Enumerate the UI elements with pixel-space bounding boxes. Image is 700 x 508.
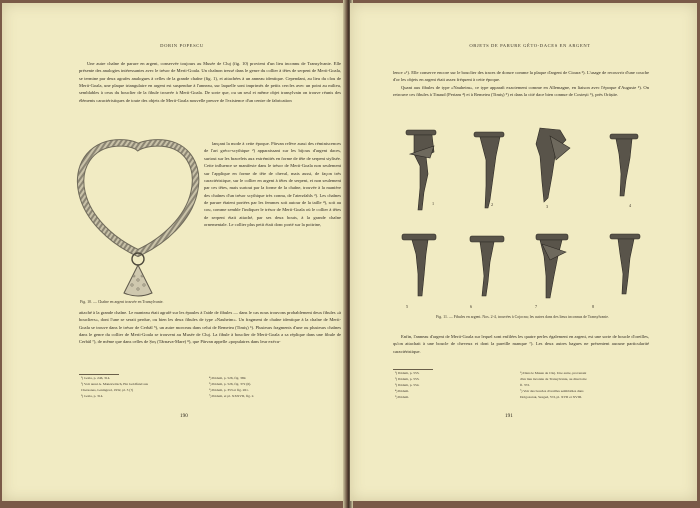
footnote: Dolgozatok, Szeged, VII, pl. XVII et XVIII. <box>520 394 583 399</box>
body-text-top <box>79 60 341 104</box>
body-text-bottom <box>393 333 649 355</box>
left-page <box>2 3 346 501</box>
running-head: OBJETS DE PARURE GÉTO-DACES EN ARGENT <box>469 43 591 48</box>
footnote: ²) Ibidem, p. 553. <box>395 376 420 381</box>
figure-number: 3 <box>546 204 549 209</box>
figure-caption: Fig. 10. — Chaîne en argent trouvée en Transylvanie. <box>80 300 164 304</box>
footnotes-col2 <box>520 371 650 401</box>
paragraph: lence »¹). Elle conserve encore sur le bouclier des traces de dorure comme la plaque d'argent de Cioara ²). L'usage de recouvrir d'une couche d'or les objets en argent était assez fréquent à cette époque. <box>393 70 649 83</box>
fibulae-figure <box>390 126 650 304</box>
body-text-bottom <box>79 309 341 346</box>
fibula-3 <box>536 128 570 202</box>
footnotes-col2 <box>209 376 341 400</box>
paragraph: lançant la mode à cette époque. Pârvan relève aussi des réminiscences de l'art gréco-scythique ²) apparaissant sur les bijoux d'argent daces, surtout sur les bracelets aux extrémités en forme de tête de serpent stylisée. Cette influence se manifeste dans le trésor de Merii-Goala non seulement sur l'applique en forme de tête de cheval, mais aussi, de façon très caractéristique, sur le collier en argent à têtes de serpent, et non seulement par ces têtes, mais surtout par la forme de la chaîne, trouvée à la manière des chaînes d'un trésor scythique très connu, de l'aterzfahls ³). Les chaînes de parure étaient portées par les femmes soit autour de la taille ⁴), soit au cou, comme semble l'indiquer le trésor de Merii-Goala où le collier à têtes de serpent était attaché, par ses deux bouts, à la grande chaîne ornementale. Le collier plus petit était donc porté sur la poitrine, <box>204 141 341 228</box>
footnote: fl. 372. <box>520 382 531 387</box>
footnote: ⁷) Voir des boucles d'oreilles semblables dans <box>520 388 584 393</box>
footnote: ¹) Gotia, p. 246, 314. <box>81 376 111 380</box>
figure-number: 7 <box>535 304 538 309</box>
figure-number: 6 <box>470 304 473 309</box>
footnote: ⁵) Ibidem. <box>395 394 410 399</box>
figure-number: 4 <box>629 203 632 208</box>
running-head: DORIN POPESCU <box>160 43 204 48</box>
fibula-6 <box>470 236 504 296</box>
figure-number: 8 <box>592 304 595 309</box>
footnote: ²) Voir aussi A. Manzewitsch, Ein Goldfund aus <box>81 381 148 386</box>
footnotes-col1 <box>81 376 199 400</box>
figure-number: 1 <box>432 201 435 206</box>
paragraph: attaché à la grande chaîne. Le manteau était agrafé sur les épaules à l'aide de fibules — dans le cas nous trouvons probablement deux fibules «à boucliers», dont l'une se serait perdue, ou bien les deux fibules de type «Nauheim». Un fragment de chaîne identique à la chaîne de Merii-Goala se trouve dans le trésor de Cerbăl ⁵), un autre morceau dans celui de Remetea (Timiș) ⁶). Plusieurs fragments d'une ou plusieurs chaînes dans le genre du collier de Merii-Goala se trouvent au Musée de Cluj. La fibule à bouclier de Merii-Goala a sa réplique dans une fibule de Cerbăl ⁷), de même que dans celles de Șoș (Târnava-Mare) ⁸), que Pârvan appelle «populaires dans leur exécu- <box>79 310 341 345</box>
footnotes-col1 <box>395 371 505 401</box>
page-number: 191 <box>505 413 513 419</box>
paragraph: Enfin, l'anneau d'argent de Merii-Goala sur lequel sont enfilées les quatre perles également en argent, est une sorte de boucle d'oreilles, qu'on attachait à une boucle de cheveux et dont la pareille manque ⁷). Les deux autres bagues ne présentent aucune particularité caractéristique. <box>393 334 649 354</box>
fibula-8 <box>610 234 640 294</box>
footnote: d'un lieu inconnu de Transylvanie, au directoire <box>520 376 587 381</box>
body-text-top <box>393 69 649 98</box>
right-page <box>350 3 697 501</box>
chain-necklace-figure <box>72 133 204 301</box>
fibula-1 <box>406 130 436 210</box>
footnote: ³) Gotia, p. 314. <box>81 393 104 398</box>
fibula-5 <box>402 234 436 296</box>
footnote: ⁶) Ibidem, p. 353 et fig. 261. <box>209 387 249 392</box>
fibula-7 <box>536 234 568 298</box>
paragraph: Quant aux fibules de type «Nauheim», ce type apparaît exactement comme en Allemagne, en liaison avec l'époque d'Auguste ³). On retrouve ces fibules à Tinaud (Periam ⁴) et à Remetea (Timiș) ⁵) et dans la cité dace bien connue de Costești ⁶), près Orăștie. <box>393 84 649 98</box>
footnote: Chersones, Leningrad, 1932, pl. 3 (?) <box>81 387 134 392</box>
page-number: 190 <box>180 413 188 419</box>
footnote: ⁴) Ibidem. <box>395 388 410 393</box>
footnote-rule <box>393 369 433 370</box>
footnote: ¹) Ibidem, p. 553. <box>395 371 420 375</box>
fibula-2 <box>474 132 504 208</box>
body-text-narrow-column <box>204 140 341 229</box>
footnote: ⁷) Ibidem, et pl. XXXVII, fig. 2. <box>209 393 255 398</box>
footnote: ⁴) Ibidem, p. 526, fig. 369. <box>209 376 247 380</box>
figure-number: 2 <box>491 202 494 207</box>
figure-caption: Fig. 11. — Fibules en argent. Nos. 2-4, trouvées à Cojocna; les autres dans des lieux inconnus de Transylvanie. <box>436 315 609 319</box>
figure-number: 5 <box>406 304 409 309</box>
paragraph: Une autre chaîne de parure en argent, conservée toujours au Musée de Cluj (fig. 10) provient d'un lieu inconnu de Transylvanie. Elle présente des analogies intéressantes avec le trésor de Merii-Goala. Un chaînon tressé dans le genre du collier à têtes de serpent de Merii-Goala, se termine par deux agrafes analogues à celles de la grande chaîne (fig. 1), et attachées à un anneau identique. Cependant, au lieu du clou de Merii-Goala, une plaque triangulaire en argent est suspendue à l'anneau, sur laquelle sont imprimés de petits cercles avec un point au milieu, semblables à ceux du bouclier de la fibule trouvée à Merii-Goala. De sorte que, ou un seul et même objet transylvain on trouve réunis des éléments caractéristiques de toute des objets de Merii-Goala nouvelle preuve de l'existence d'un centre de fabrication <box>79 61 341 103</box>
footnote-rule <box>79 374 119 375</box>
footnote: ⁵) Ibidem, p. 526, fig. 372 (6). <box>209 381 252 386</box>
footnote: ³) Ibidem, p. 554. <box>395 382 420 387</box>
fibula-4 <box>610 134 638 196</box>
footnote: ⁶) Dans le Musée de Cluj. Une autre, provenant <box>520 371 587 375</box>
